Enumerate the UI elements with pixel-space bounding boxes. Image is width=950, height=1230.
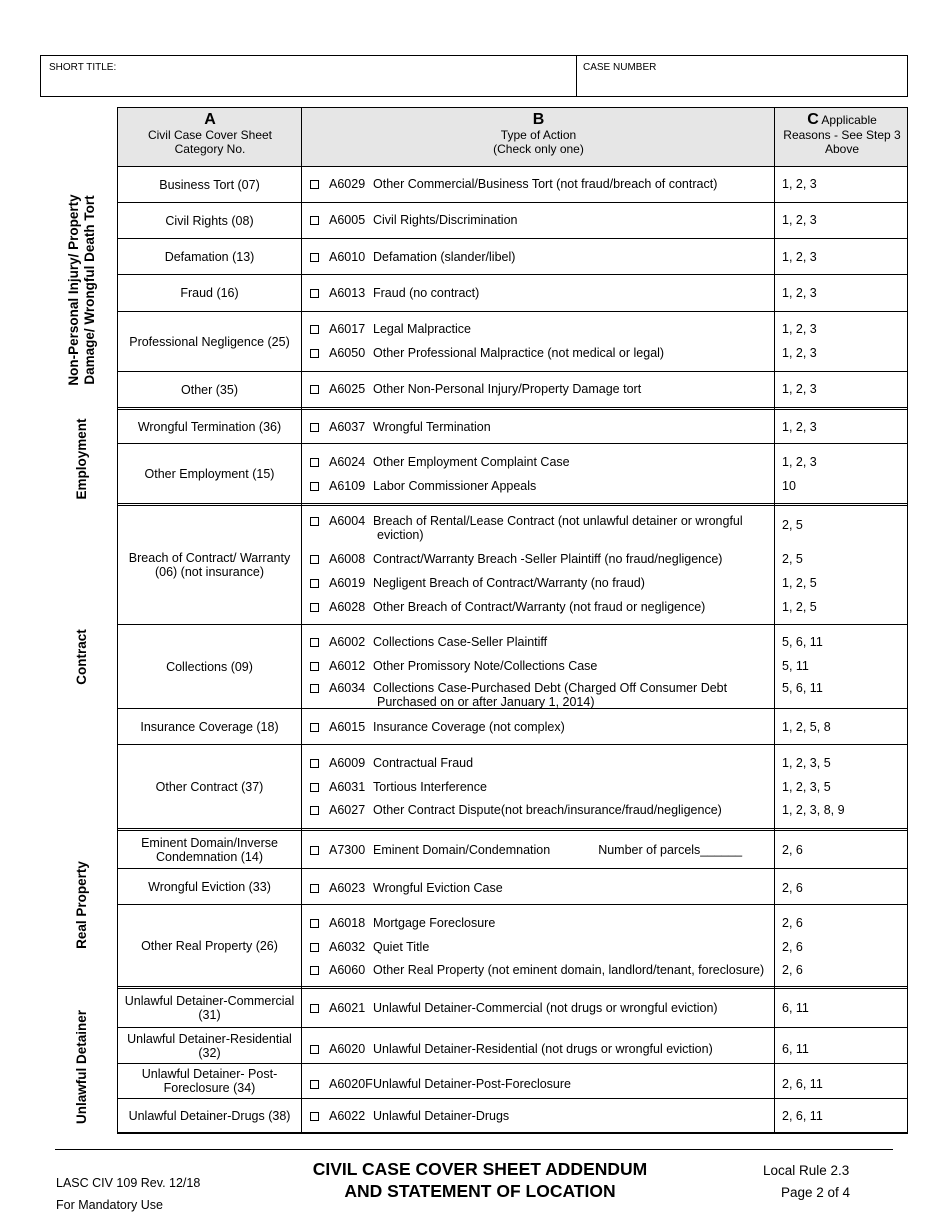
short-title-label: SHORT TITLE: bbox=[49, 62, 117, 73]
applicable-reasons: 1, 2, 5, 8 bbox=[782, 720, 831, 734]
action-description: Other Professional Malpractice (not medical or legal) bbox=[373, 346, 665, 360]
action-code: A6109 bbox=[329, 479, 366, 493]
table-row bbox=[118, 275, 907, 312]
action-description: Unlawful Detainer-Residential (not drugs or wrongful eviction) bbox=[373, 1042, 713, 1056]
action-option bbox=[302, 1109, 774, 1123]
action-option bbox=[302, 635, 774, 649]
applicable-reasons: 1, 2, 5 bbox=[782, 576, 817, 590]
action-code: A6034 bbox=[329, 681, 366, 695]
action-checkbox[interactable] bbox=[310, 423, 319, 432]
action-checkbox[interactable] bbox=[310, 943, 319, 952]
action-checkbox[interactable] bbox=[310, 349, 319, 358]
category-cell: Insurance Coverage (18) bbox=[140, 719, 279, 734]
action-checkbox[interactable] bbox=[310, 1080, 319, 1089]
action-checkbox[interactable] bbox=[310, 289, 319, 298]
action-description: Wrongful Eviction Case bbox=[373, 881, 503, 895]
action-code: A6008 bbox=[329, 552, 366, 566]
footer-title: CIVIL CASE COVER SHEET ADDENDUM AND STATEMENT OF LOCATION bbox=[312, 1159, 648, 1201]
action-description: Other Breach of Contract/Warranty (not fraud or negligence) bbox=[373, 600, 706, 614]
action-checkbox[interactable] bbox=[310, 884, 319, 893]
action-code: A6019 bbox=[329, 576, 366, 590]
action-description: Labor Commissioner Appeals bbox=[373, 479, 537, 493]
form-id: LASC CIV 109 Rev. 12/18 bbox=[56, 1176, 201, 1190]
action-code: A6018 bbox=[329, 916, 366, 930]
category-cell: Unlawful Detainer-Drugs (38) bbox=[128, 1108, 291, 1123]
action-code: A6020 bbox=[329, 1042, 366, 1056]
action-code: A6060 bbox=[329, 963, 366, 977]
action-code: A6022 bbox=[329, 1109, 366, 1123]
applicable-reasons: 1, 2, 3, 5 bbox=[782, 756, 831, 770]
applicable-reasons: 1, 2, 3 bbox=[782, 177, 817, 191]
action-checkbox[interactable] bbox=[310, 325, 319, 334]
action-checkbox[interactable] bbox=[310, 579, 319, 588]
action-description: Defamation (slander/libel) bbox=[373, 250, 516, 264]
action-checkbox[interactable] bbox=[310, 253, 319, 262]
table-row bbox=[118, 410, 907, 444]
action-code: A6031 bbox=[329, 780, 366, 794]
action-description: Contractual Fraud bbox=[373, 756, 474, 770]
applicable-reasons: 6, 11 bbox=[782, 1042, 809, 1056]
action-description: Mortgage Foreclosure bbox=[373, 916, 496, 930]
action-checkbox[interactable] bbox=[310, 603, 319, 612]
action-description: Collections Case-Purchased Debt (Charged Off Consumer Debt bbox=[373, 681, 728, 695]
action-code: A6012 bbox=[329, 659, 366, 673]
action-option bbox=[302, 514, 774, 542]
table-row bbox=[118, 745, 907, 831]
category-cell: Unlawful Detainer-Residential (32) bbox=[127, 1031, 292, 1060]
action-option bbox=[302, 420, 774, 434]
applicable-reasons: 1, 2, 3 bbox=[782, 420, 817, 434]
applicable-reasons: 1, 2, 3 bbox=[782, 382, 817, 396]
action-option bbox=[302, 552, 774, 566]
table-row bbox=[118, 625, 907, 709]
action-description: Unlawful Detainer-Commercial (not drugs or wrongful eviction) bbox=[373, 1001, 718, 1015]
action-checkbox[interactable] bbox=[310, 662, 319, 671]
location-table bbox=[117, 107, 908, 1134]
parcels-field[interactable]: Number of parcels______ bbox=[598, 843, 743, 857]
action-checkbox[interactable] bbox=[310, 1045, 319, 1054]
column-b-header: B Type of Action (Check only one) bbox=[493, 111, 584, 156]
action-description: Other Contract Dispute(not breach/insurance/fraud/negligence) bbox=[373, 803, 722, 817]
table-row bbox=[118, 709, 907, 745]
action-option bbox=[302, 803, 774, 817]
action-checkbox[interactable] bbox=[310, 385, 319, 394]
action-option bbox=[302, 600, 774, 614]
action-option bbox=[302, 1042, 774, 1056]
column-a-header: A Civil Case Cover Sheet Category No. bbox=[147, 111, 273, 156]
section-non-personal-injury: Non-Personal Injury/ Property Damage/ Wrongful Death Tort bbox=[66, 194, 97, 386]
table-row bbox=[118, 167, 907, 203]
action-description: Insurance Coverage (not complex) bbox=[373, 720, 565, 734]
header-box bbox=[40, 55, 908, 97]
action-code: A6021 bbox=[329, 1001, 366, 1015]
action-checkbox[interactable] bbox=[310, 846, 319, 855]
action-description: Wrongful Termination bbox=[373, 420, 491, 434]
case-number-label: CASE NUMBER bbox=[583, 62, 657, 73]
action-code: A6010 bbox=[329, 250, 366, 264]
action-code: A6037 bbox=[329, 420, 366, 434]
local-rule: Local Rule 2.3 bbox=[763, 1163, 850, 1178]
table-row bbox=[118, 989, 907, 1028]
action-option bbox=[302, 916, 774, 930]
category-cell: Wrongful Eviction (33) bbox=[148, 879, 271, 894]
action-checkbox[interactable] bbox=[310, 684, 319, 693]
action-code: A6024 bbox=[329, 455, 366, 469]
category-cell: Other (35) bbox=[181, 382, 238, 397]
action-option bbox=[302, 720, 774, 734]
action-description: Civil Rights/Discrimination bbox=[373, 213, 518, 227]
action-checkbox[interactable] bbox=[310, 759, 319, 768]
action-code: A6015 bbox=[329, 720, 366, 734]
table-row bbox=[118, 1028, 907, 1064]
action-checkbox[interactable] bbox=[310, 966, 319, 975]
section-unlawful-detainer: Unlawful Detainer bbox=[74, 1009, 89, 1125]
action-description-continued: Purchased on or after January 1, 2014) bbox=[377, 695, 595, 709]
category-cell: Business Tort (07) bbox=[159, 177, 260, 192]
applicable-reasons: 2, 6 bbox=[782, 881, 803, 895]
action-code: A6017 bbox=[329, 322, 366, 336]
category-cell: Defamation (13) bbox=[164, 249, 255, 264]
action-option bbox=[302, 843, 774, 857]
applicable-reasons: 1, 2, 3 bbox=[782, 455, 817, 469]
action-option bbox=[302, 659, 774, 673]
action-description: Other Employment Complaint Case bbox=[373, 455, 570, 469]
table-row bbox=[118, 372, 907, 410]
applicable-reasons: 1, 2, 3 bbox=[782, 322, 817, 336]
table-row bbox=[118, 1064, 907, 1099]
action-description: Tortious Interference bbox=[373, 780, 487, 794]
action-option bbox=[302, 1001, 774, 1015]
action-description: Contract/Warranty Breach -Seller Plaintiff (no fraud/negligence) bbox=[373, 552, 723, 566]
action-description: Negligent Breach of Contract/Warranty (no fraud) bbox=[373, 576, 645, 590]
applicable-reasons: 6, 11 bbox=[782, 1001, 809, 1015]
action-option bbox=[302, 881, 774, 895]
applicable-reasons: 2, 6 bbox=[782, 963, 803, 977]
action-code: A6009 bbox=[329, 756, 366, 770]
category-cell: Civil Rights (08) bbox=[165, 213, 254, 228]
action-code: A6032 bbox=[329, 940, 366, 954]
table-row bbox=[118, 869, 907, 905]
applicable-reasons: 1, 2, 3, 8, 9 bbox=[782, 803, 845, 817]
action-checkbox[interactable] bbox=[310, 1004, 319, 1013]
action-option bbox=[302, 940, 774, 954]
action-checkbox[interactable] bbox=[310, 638, 319, 647]
action-code: A6020F bbox=[329, 1077, 373, 1091]
category-cell: Wrongful Termination (36) bbox=[137, 419, 282, 434]
action-code: A6028 bbox=[329, 600, 366, 614]
action-option bbox=[302, 346, 774, 360]
action-option bbox=[302, 382, 774, 396]
action-checkbox[interactable] bbox=[310, 517, 319, 526]
action-option bbox=[302, 963, 774, 977]
action-code: A6050 bbox=[329, 346, 366, 360]
applicable-reasons: 5, 11 bbox=[782, 659, 809, 673]
action-option bbox=[302, 322, 774, 336]
action-description: Eminent Domain/Condemnation bbox=[373, 843, 551, 857]
action-description: Legal Malpractice bbox=[373, 322, 471, 336]
category-cell: Breach of Contract/ Warranty (06) (not insurance) bbox=[128, 551, 291, 579]
category-cell: Eminent Domain/Inverse Condemnation (14) bbox=[141, 835, 278, 864]
category-cell: Unlawful Detainer-Commercial (31) bbox=[124, 994, 295, 1022]
table-row bbox=[118, 831, 907, 869]
table-row bbox=[118, 905, 907, 989]
applicable-reasons: 5, 6, 11 bbox=[782, 681, 823, 695]
category-cell: Fraud (16) bbox=[180, 286, 239, 300]
action-option bbox=[302, 780, 774, 794]
action-description: Quiet Title bbox=[373, 940, 430, 954]
applicable-reasons: 2, 6 bbox=[782, 843, 803, 857]
action-description: Other Non-Personal Injury/Property Damage tort bbox=[373, 382, 642, 396]
applicable-reasons: 2, 6 bbox=[782, 916, 803, 930]
action-option bbox=[302, 756, 774, 770]
action-checkbox[interactable] bbox=[310, 783, 319, 792]
action-description: Other Commercial/Business Tort (not fraud/breach of contract) bbox=[373, 177, 718, 191]
action-code: A6005 bbox=[329, 213, 366, 227]
action-checkbox[interactable] bbox=[310, 919, 319, 928]
action-option bbox=[302, 1077, 774, 1091]
section-employment: Employment bbox=[74, 418, 89, 500]
applicable-reasons: 1, 2, 3, 5 bbox=[782, 780, 831, 794]
applicable-reasons: 2, 5 bbox=[782, 552, 803, 566]
action-checkbox[interactable] bbox=[310, 482, 319, 491]
applicable-reasons: 1, 2, 3 bbox=[782, 250, 817, 264]
action-checkbox[interactable] bbox=[310, 180, 319, 189]
applicable-reasons: 5, 6, 11 bbox=[782, 635, 823, 649]
action-checkbox[interactable] bbox=[310, 555, 319, 564]
page-number: Page 2 of 4 bbox=[781, 1185, 851, 1200]
category-cell: Unlawful Detainer- Post-Foreclosure (34) bbox=[141, 1067, 278, 1095]
category-cell: Collections (09) bbox=[166, 659, 253, 674]
category-cell: Professional Negligence (25) bbox=[129, 334, 290, 349]
action-option bbox=[302, 455, 774, 469]
action-code: A6023 bbox=[329, 881, 366, 895]
column-c-header: C Applicable Reasons - See Step 3 Above bbox=[783, 111, 901, 156]
category-cell: Other Contract (37) bbox=[155, 779, 264, 794]
action-checkbox[interactable] bbox=[310, 806, 319, 815]
action-code: A7300 bbox=[329, 843, 366, 857]
action-description: Unlawful Detainer-Drugs bbox=[373, 1109, 510, 1123]
action-code: A6013 bbox=[329, 286, 366, 300]
table-row bbox=[118, 506, 907, 625]
action-code: A6029 bbox=[329, 177, 366, 191]
category-cell: Other Real Property (26) bbox=[141, 938, 278, 953]
applicable-reasons: 2, 6, 11 bbox=[782, 1109, 823, 1123]
action-option bbox=[302, 681, 774, 709]
applicable-reasons: 1, 2, 5 bbox=[782, 600, 817, 614]
section-contract: Contract bbox=[74, 629, 89, 685]
table-row bbox=[118, 444, 907, 506]
action-description: Other Promissory Note/Collections Case bbox=[373, 659, 598, 673]
table-header bbox=[118, 108, 907, 167]
action-option bbox=[302, 576, 774, 590]
mandatory-use: For Mandatory Use bbox=[56, 1198, 163, 1212]
action-code: A6027 bbox=[329, 803, 366, 817]
action-option bbox=[302, 479, 774, 493]
action-option bbox=[302, 286, 774, 300]
action-description-continued: eviction) bbox=[377, 528, 424, 542]
applicable-reasons: 2, 6, 11 bbox=[782, 1077, 823, 1091]
action-description: Breach of Rental/Lease Contract (not unlawful detainer or wrongful bbox=[373, 514, 743, 528]
action-code: A6025 bbox=[329, 382, 366, 396]
applicable-reasons: 1, 2, 3 bbox=[782, 286, 817, 300]
action-code: A6002 bbox=[329, 635, 366, 649]
applicable-reasons: 2, 5 bbox=[782, 518, 803, 532]
action-description: Other Real Property (not eminent domain, landlord/tenant, foreclosure) bbox=[373, 963, 765, 977]
applicable-reasons: 1, 2, 3 bbox=[782, 346, 817, 360]
action-checkbox[interactable] bbox=[310, 1112, 319, 1121]
table-row bbox=[118, 239, 907, 275]
action-checkbox[interactable] bbox=[310, 458, 319, 467]
action-option bbox=[302, 250, 774, 264]
applicable-reasons: 10 bbox=[782, 479, 796, 493]
action-description: Unlawful Detainer-Post-Foreclosure bbox=[373, 1077, 571, 1091]
category-cell: Other Employment (15) bbox=[144, 466, 275, 481]
table-row bbox=[118, 203, 907, 239]
action-description: Collections Case-Seller Plaintiff bbox=[373, 635, 548, 649]
action-checkbox[interactable] bbox=[310, 216, 319, 225]
action-code: A6004 bbox=[329, 514, 366, 528]
action-option bbox=[302, 213, 774, 227]
action-description: Fraud (no contract) bbox=[373, 286, 480, 300]
action-checkbox[interactable] bbox=[310, 723, 319, 732]
table-row bbox=[118, 1099, 907, 1133]
applicable-reasons: 2, 6 bbox=[782, 940, 803, 954]
action-option bbox=[302, 177, 774, 191]
section-real-property: Real Property bbox=[74, 861, 89, 949]
table-row bbox=[118, 312, 907, 372]
applicable-reasons: 1, 2, 3 bbox=[782, 213, 817, 227]
